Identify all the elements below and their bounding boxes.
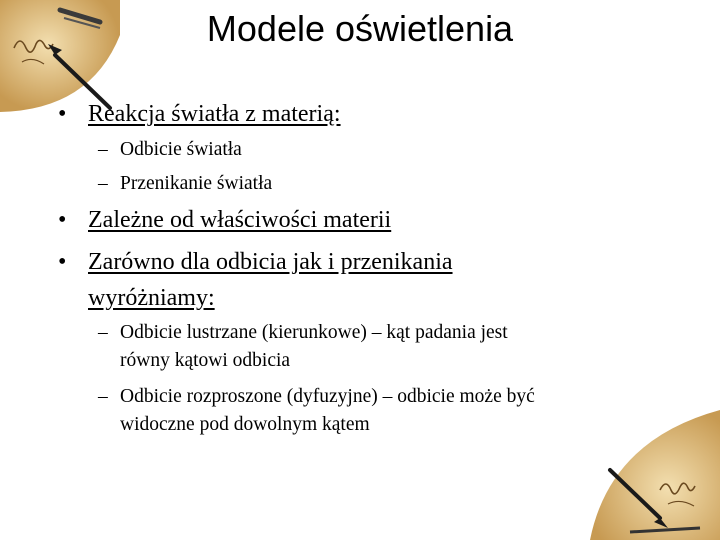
dash-marker: – xyxy=(98,322,108,343)
signature-pen-icon xyxy=(590,410,720,540)
bullet-marker: • xyxy=(58,249,67,275)
slide-title: Modele oświetlenia xyxy=(206,8,514,49)
dash-marker: – xyxy=(98,139,108,160)
bullet-text: Zarówno dla odbicia jak i przenikania xyxy=(88,249,453,275)
bullet-text: Zależne od właściwości materii xyxy=(88,207,392,233)
bullet-marker: • xyxy=(58,207,67,233)
bullet-marker: • xyxy=(58,101,67,127)
bullet-text: wyróżniamy: xyxy=(88,285,215,311)
bullet-text: Reakcja światła z materią: xyxy=(88,101,341,127)
sub-bullet-text: równy kątowi odbicia xyxy=(120,350,291,371)
dash-marker: – xyxy=(98,386,108,407)
sub-bullet-text: Odbicie rozproszone (dyfuzyjne) – odbicie może być xyxy=(120,386,535,407)
sub-bullet-text: widoczne pod dowolnym kątem xyxy=(120,414,370,435)
dash-marker: – xyxy=(98,173,108,194)
sub-bullet-text: Odbicie światła xyxy=(120,139,242,160)
sub-bullet-text: Odbicie lustrzane (kierunkowe) – kąt padania jest xyxy=(120,322,508,343)
sub-bullet-text: Przenikanie światła xyxy=(120,173,273,194)
